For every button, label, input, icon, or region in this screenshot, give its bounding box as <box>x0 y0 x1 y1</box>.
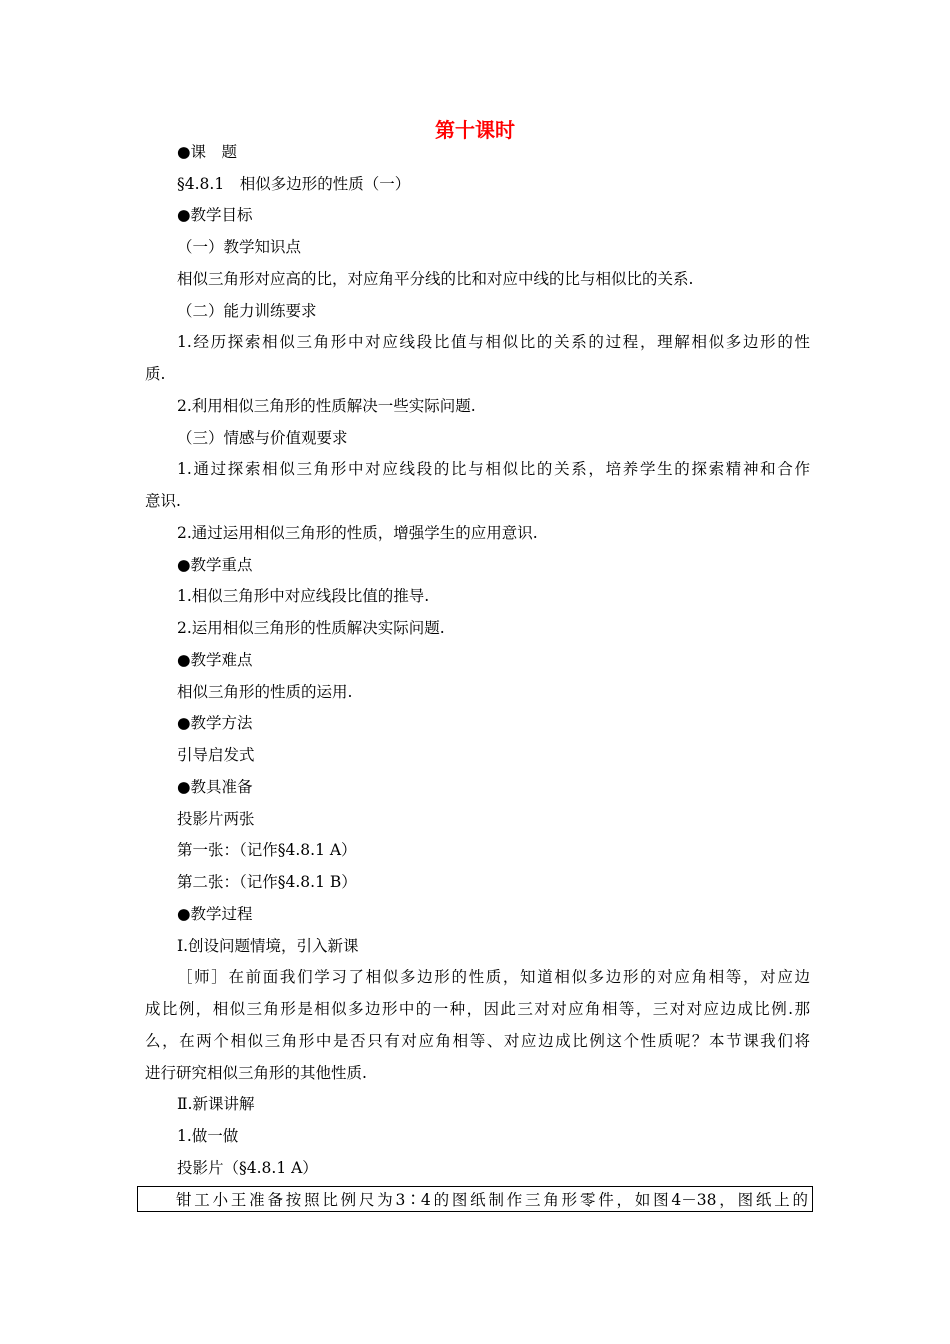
subheading-emotion: （三）情感与价值观要求 <box>177 429 348 447</box>
paragraph-line: 相似三角形对应高的比，对应角平分线的比和对应中线的比与相似比的关系. <box>177 270 694 288</box>
section-methods-heading: ●教学方法 <box>177 714 253 732</box>
paragraph-line: 第二张：（记作§4.8.1 B） <box>177 873 357 891</box>
paragraph-line: 相似三角形的性质的运用. <box>177 683 353 701</box>
section-materials-heading: ●教具准备 <box>177 778 253 796</box>
paragraph-line: 2.通过运用相似三角形的性质，增强学生的应用意识. <box>177 524 538 542</box>
step-heading: Ⅱ.新课讲解 <box>177 1095 255 1113</box>
paragraph-line: ［师］在前面我们学习了相似多边形的性质，知道相似多边形的对应角相等，对应边 <box>177 968 810 986</box>
paragraph-line: 2.运用相似三角形的性质解决实际问题. <box>177 619 445 637</box>
paragraph-line: 1.经历探索相似三角形中对应线段比值与相似比的关系的过程，理解相似多边形的性 <box>177 333 810 351</box>
paragraph-line: 1.相似三角形中对应线段比值的推导. <box>177 587 430 605</box>
step-heading: Ⅰ.创设问题情境，引入新课 <box>177 937 359 955</box>
paragraph-line: 投影片两张 <box>177 810 255 828</box>
step-subheading: 1.做一做 <box>177 1127 239 1145</box>
section-topic-heading: ●课 题 <box>177 143 238 161</box>
paragraph-line: 意识. <box>145 492 181 510</box>
paragraph-line: 进行研究相似三角形的其他性质. <box>145 1064 367 1082</box>
subheading-ability: （二）能力训练要求 <box>177 302 317 320</box>
paragraph-line: 第一张：（记作§4.8.1 A） <box>177 841 357 859</box>
projection-box <box>137 1186 813 1212</box>
paragraph-line: 么，在两个相似三角形中是否只有对应角相等、对应边成比例这个性质呢？本节课我们将 <box>145 1032 810 1050</box>
subheading-knowledge: （一）教学知识点 <box>177 238 302 256</box>
section-key-points-heading: ●教学重点 <box>177 556 253 574</box>
page-title: 第十课时 <box>435 118 515 142</box>
paragraph-line: 引导启发式 <box>177 746 255 764</box>
section-difficulties-heading: ●教学难点 <box>177 651 253 669</box>
paragraph-line: 投影片（§4.8.1 A） <box>177 1159 318 1177</box>
section-process-heading: ●教学过程 <box>177 905 253 923</box>
paragraph-line: 质. <box>145 365 166 383</box>
paragraph-line: 2.利用相似三角形的性质解决一些实际问题. <box>177 397 476 415</box>
paragraph-line: 1.通过探索相似三角形中对应线段的比与相似比的关系，培养学生的探索精神和合作 <box>177 460 810 478</box>
topic-text: §4.8.1 相似多边形的性质（一） <box>177 175 411 193</box>
paragraph-line: 成比例，相似三角形是相似多边形中的一种，因此三对对应角相等，三对对应边成比例.那 <box>145 1000 810 1018</box>
projection-text: 钳工小王准备按照比例尺为3∶4的图纸制作三角形零件，如图4－38，图纸上的 <box>176 1191 808 1209</box>
section-objectives-heading: ●教学目标 <box>177 206 253 224</box>
